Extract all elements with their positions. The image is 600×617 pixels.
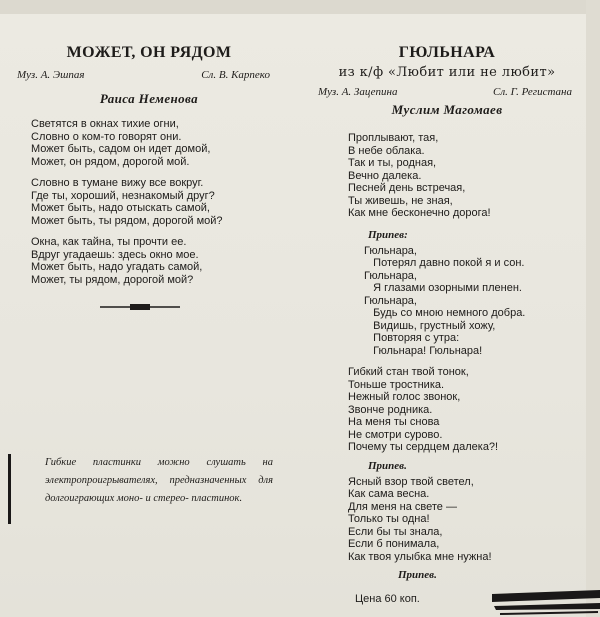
right-song-chorus: Гюльнара, Потерял давно покой я и сон. Гюльнара, Я глазами озорными пленен. Гюльнара, Будь со мною немного добра. Видишь, грустный хожу, Повторяя с утра: Гюльнара! Гюльнара! bbox=[364, 244, 526, 357]
left-song-verse-1: Светятся в окнах тихие огни, Словно о ком-то говорят они. Может быть, садом он идет домой, Может, он рядом, дорогой мой. bbox=[31, 118, 211, 168]
right-song-verse-3: Ясный взор твой светел, Как сама весна. Для меня на свете — Только ты одна! Если бы ты знала, Если б понимала, Как твоя улыбка мне нужна! bbox=[348, 475, 492, 563]
playback-notice bbox=[8, 454, 273, 524]
left-song-verse-3: Окна, как тайна, ты прочти ее. Вдруг угадаешь: здесь окно мое. Может быть, надо угадать самой, Может, ты рядом, дорогой мой? bbox=[31, 236, 203, 286]
ink-stamp-mark bbox=[492, 582, 600, 617]
right-song-chorus-label-3: Припев. bbox=[398, 569, 437, 581]
playback-notice-text: Гибкие пластинки можно слушать на электропроигрывателях, предназначенных для долгоиграющих моно- и стерео- пластинок. bbox=[45, 457, 273, 504]
left-song-music-credit: Муз. А. Эшпая bbox=[17, 69, 85, 81]
right-song-subtitle: из к/ф «Любит или не любит» bbox=[338, 65, 556, 80]
left-song-performer: Раиса Неменова bbox=[99, 91, 199, 106]
right-song-verse-1: Проплывают, тая, В небе облака. Так и ты, родная, Вечно далека. Песней день встречая, Ты живешь, не зная, Как мне бесконечно дорога! bbox=[348, 132, 491, 219]
price-label: Цена 60 коп. bbox=[355, 593, 420, 605]
right-song-music-credit: Муз. А. Зацепина bbox=[318, 86, 398, 98]
right-song-chorus-label-2: Припев. bbox=[368, 459, 407, 472]
right-song-chorus-label-1: Припев: bbox=[368, 228, 408, 241]
left-song-column bbox=[14, 44, 284, 286]
right-song-verse-2: Гибкий стан твой тонок, Тоньше тростника. Нежный голос звонок, Звонче родника. На меня ты снова Не смотри сурово. Почему ты сердцем далека?! bbox=[348, 366, 499, 453]
right-song-credits bbox=[306, 86, 588, 98]
left-song-verse-2: Словно в тумане вижу все вокруг. Где ты, хороший, незнакомый друг? Может быть, надо отыскать самой, Может быть, ты рядом, дорогой мой? bbox=[31, 177, 223, 227]
left-song-credits bbox=[14, 69, 284, 81]
paper-edge-right bbox=[586, 0, 600, 617]
ornament-divider bbox=[100, 302, 180, 312]
paper-edge-top bbox=[0, 0, 600, 14]
right-song-title: ГЮЛЬНАРА bbox=[398, 44, 496, 61]
right-song-performer: Муслим Магомаев bbox=[391, 102, 503, 117]
left-song-lyrics-credit: Сл. В. Карпеко bbox=[201, 69, 270, 81]
right-song-column bbox=[306, 44, 588, 581]
right-song-lyrics-credit: Сл. Г. Регистана bbox=[493, 86, 572, 98]
left-song-title: МОЖЕТ, ОН РЯДОМ bbox=[66, 44, 232, 61]
